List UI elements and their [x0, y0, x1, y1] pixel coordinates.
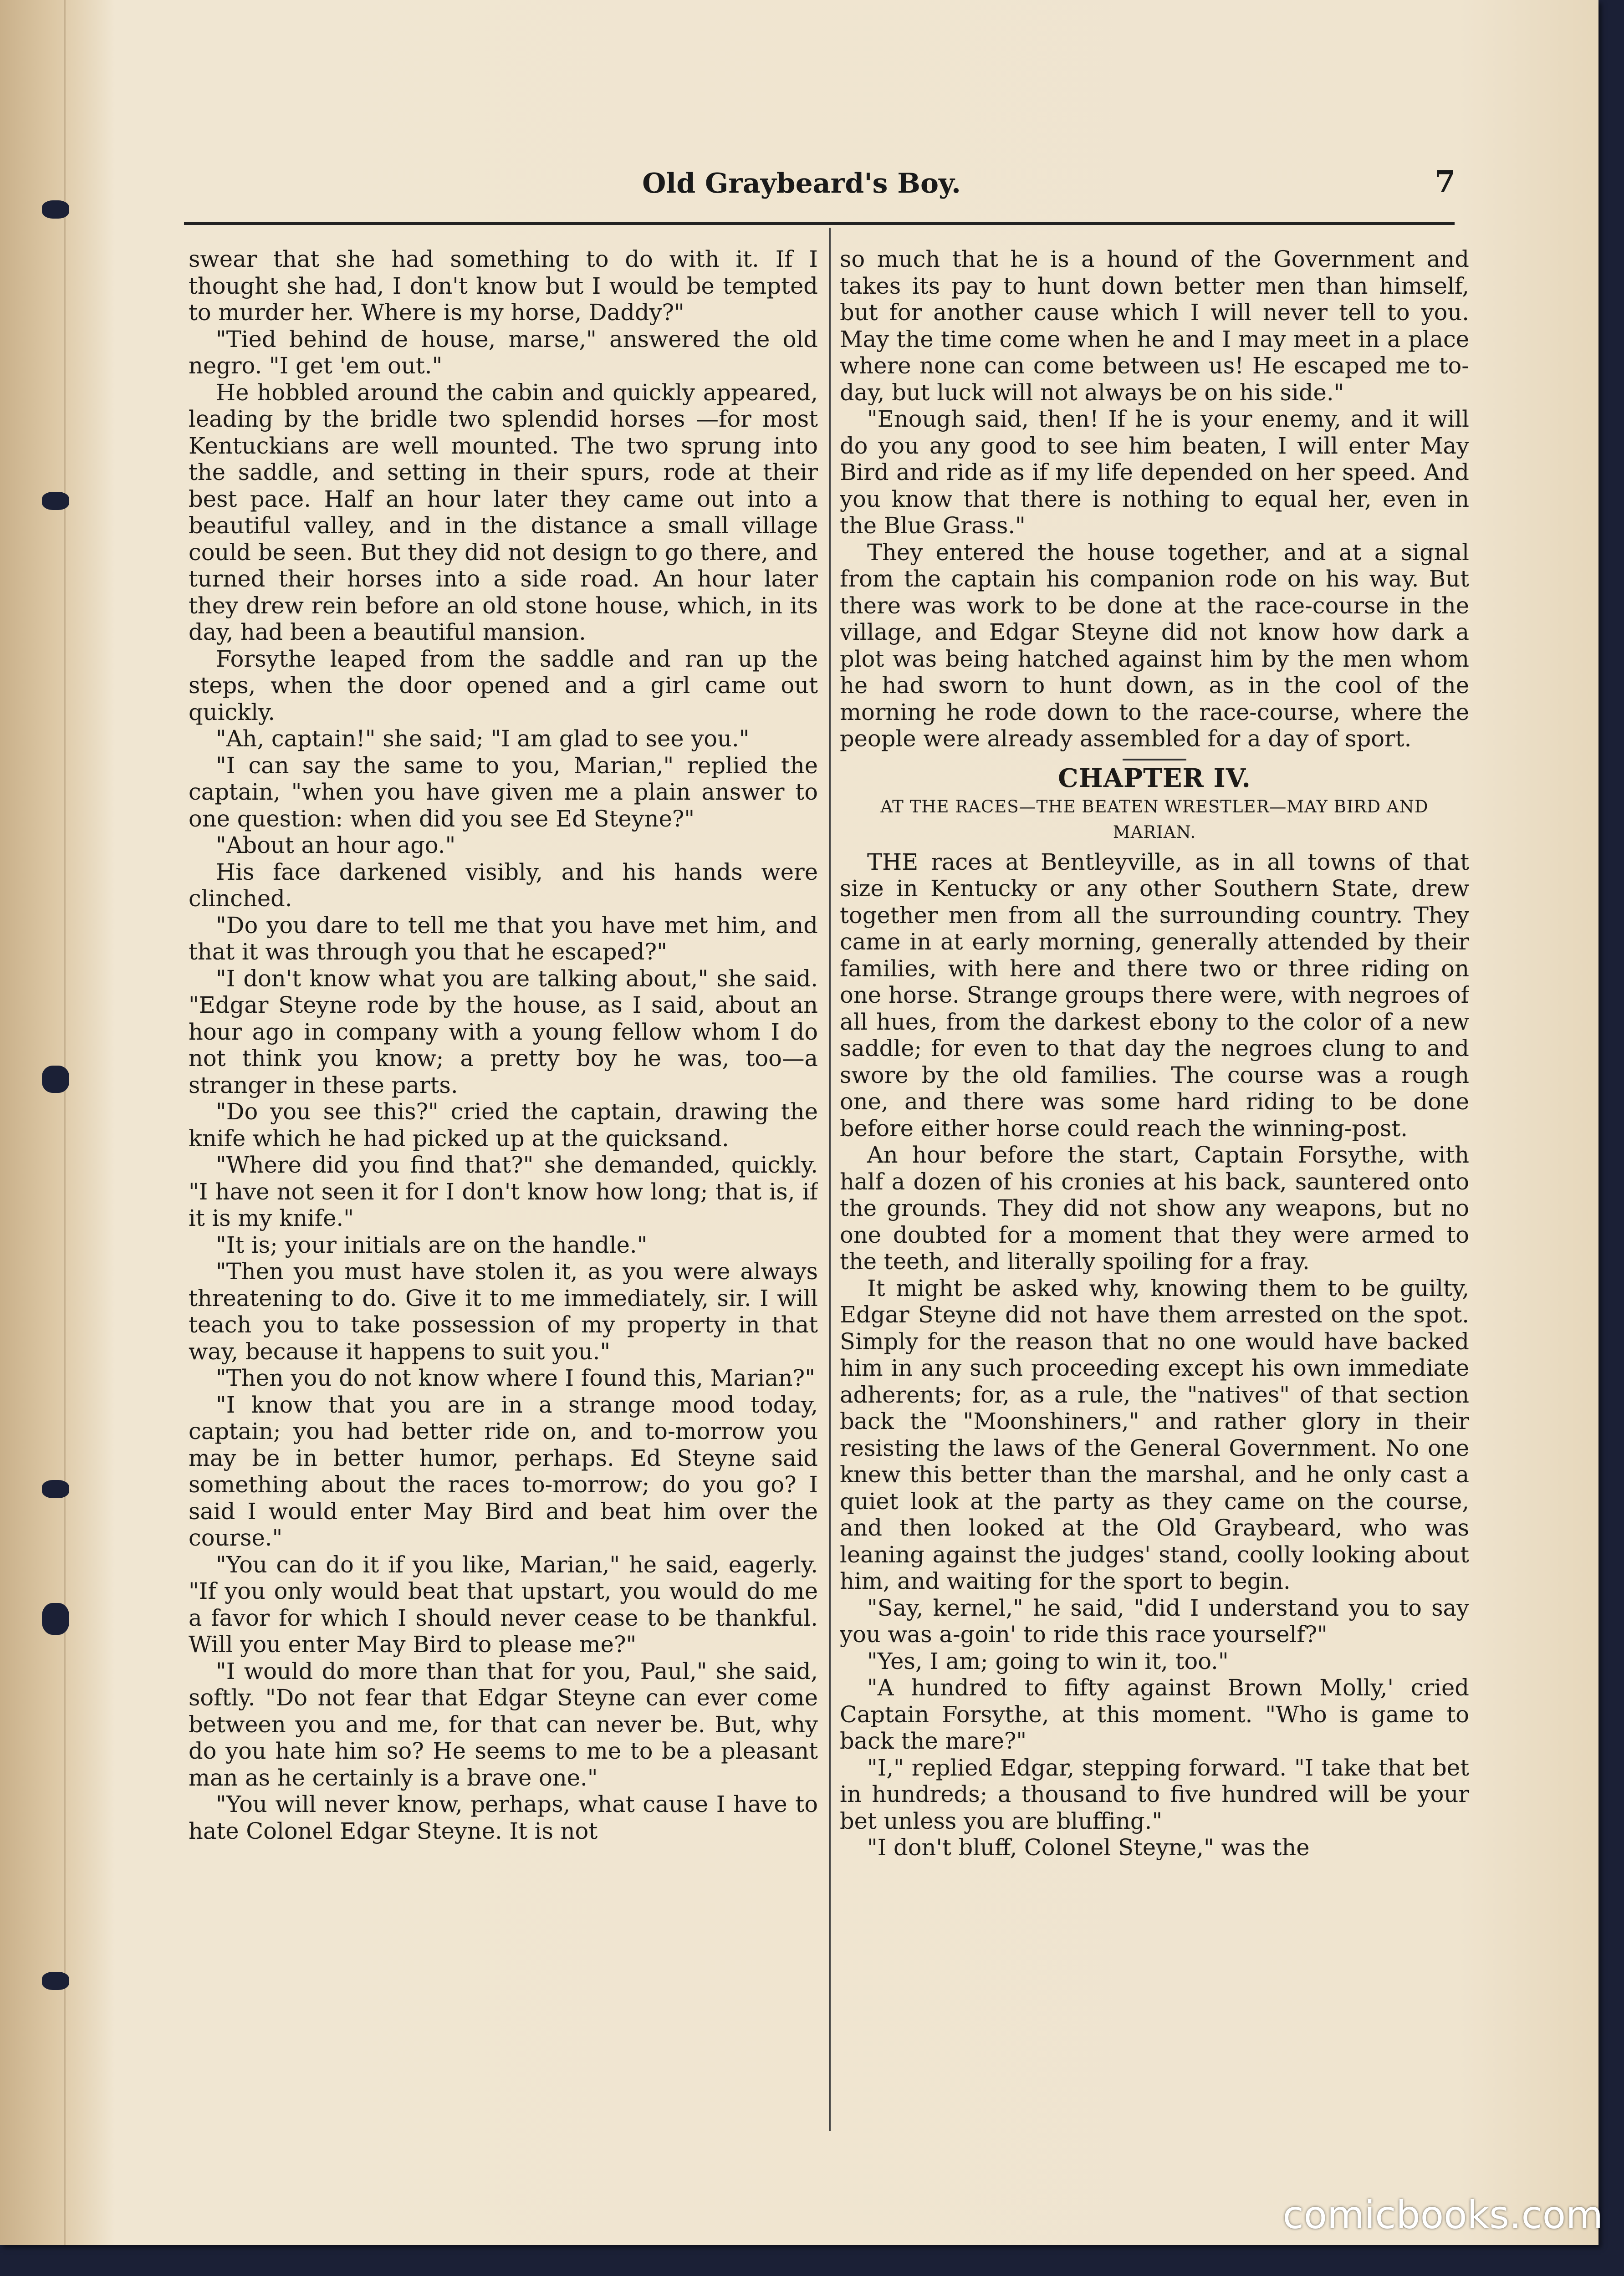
paragraph: "Say, kernel," he said, "did I understand you to say you was a-goin' to ride this race yourself?" — [840, 1594, 1469, 1648]
binding-hole — [42, 1480, 69, 1498]
paragraph: They entered the house together, and at a signal from the captain his companion rode on his way. But there was work to be done at the race-course in the village, and Edgar Steyne did not know how dark a plot was being hatched against him by the men whom he had sworn to hunt down, as in the cool of the morning he rode down to the race-course, where the people were already assembled for a day of sport. — [840, 539, 1469, 752]
right-column-paragraphs-after — [840, 849, 1469, 1861]
paragraph: "Ah, captain!" she said; "I am glad to see you." — [216, 725, 750, 752]
paragraph: An hour before the start, Captain Forsythe, with half a dozen of his cronies at his back, sauntered onto the grounds. They did not show any weapons, but no one doubted for a moment that they were armed to the teeth, and literally spoiling for a fray. — [840, 1142, 1469, 1275]
right-text-column — [840, 246, 1469, 2140]
paragraph: "Where did you find that?" she demanded, quickly. "I have not seen it for I don't know how long; that is, if it is my knife." — [189, 1152, 818, 1231]
paragraph: "It is; your initials are on the handle." — [216, 1231, 648, 1258]
paragraph: "About an hour ago." — [216, 832, 456, 858]
page-number: 7 — [1435, 164, 1455, 199]
paragraph: so much that he is a hound of the Government and takes its pay to hunt down better men than himself, but for another cause which I will never tell to you. May the time come when he and I may meet in a place where none can come between us! He escaped me to-day, but luck will not always be on his side." — [840, 246, 1469, 406]
paragraph: "Then you must have stolen it, as you were always threatening to do. Give it to me immediately, sir. I will teach you to take possession of my property in that way, because it happens to suit you." — [189, 1258, 818, 1365]
paragraph: "I," replied Edgar, stepping forward. "I take that bet in hundreds; a thousand to five hundred will be your bet unless you are bluffing." — [840, 1754, 1469, 1834]
right-column-paragraphs-before — [840, 246, 1469, 752]
paragraph: Forsythe leaped from the saddle and ran up the steps, when the door opened and a girl came out quickly. — [189, 645, 818, 725]
paragraph: It might be asked why, knowing them to be guilty, Edgar Steyne did not have them arrested on the spot. Simply for the reason that no one would have backed him in any such proceeding except his own immediate adherents; for, as a rule, the "natives" of that section back the "Moonshiners," and rather glory in their resisting the laws of the General Government. No one knew this better than the marshal, and he only cast a quiet look at the party as they came on the course, and then looked at the Old Graybeard, who was leaning against the judges' stand, coolly looking about him, and waiting for the sport to begin. — [840, 1275, 1469, 1594]
binding-hole — [42, 1066, 69, 1093]
paragraph: He hobbled around the cabin and quickly appeared, leading by the bridle two splendid horses —for most Kentuckians are well mounted. The two sprung into the saddle, and setting in their spurs, rode at their best pace. Half an hour later they came out into a beautiful valley, and in the distance a small village could be seen. But they did not design to go there, and turned their horses into a side road. An hour later they drew rein before an old stone house, which, in its day, had been a beautiful mansion. — [189, 379, 818, 645]
paragraph: "You will never know, perhaps, what cause I have to hate Colonel Edgar Steyne. It is not — [189, 1791, 818, 1844]
header-rule — [184, 222, 1455, 225]
paragraph: "Enough said, then! If he is your enemy, and it will do you any good to see him beaten, I will enter May Bird and ride as if my life depended on her speed. And you know that there is nothing to equal her, even in the Blue Grass." — [840, 406, 1469, 539]
site-watermark: comicbooks.com — [1282, 2193, 1603, 2237]
binding-hole — [42, 492, 69, 510]
column-divider — [829, 228, 831, 2131]
paragraph: "Tied behind de house, marse," answered the old negro. "I get 'em out." — [189, 326, 818, 379]
binding-hole — [42, 1972, 69, 1990]
paragraph: "Do you dare to tell me that you have met him, and that it was through you that he escaped?" — [189, 912, 818, 965]
binding-fold — [64, 0, 66, 2245]
paragraph: "I would do more than that for you, Paul," she said, softly. "Do not fear that Edgar Steyne can ever come between you and me, for that can never be. But, why do you hate him so? He seems to me to be a pleasant man as he certainly is a brave one." — [189, 1658, 818, 1791]
paragraph: "I can say the same to you, Marian," replied the captain, "when you have given me a plain answer to one question: when did you see Ed Steyne?" — [189, 752, 818, 832]
chapter-rule — [1123, 759, 1186, 760]
chapter-heading: CHAPTER IV. — [1058, 763, 1251, 793]
paragraph: THE races at Bentleyville, as in all towns of that size in Kentucky or any other Southern State, drew together men from all the surrounding country. They came in at early morning, generally attended by their families, with here and there two or three riding on one horse. Strange groups there were, with negroes of all hues, from the darkest ebony to the color of a new saddle; for even to that day the negroes clung to and swore by the old families. The course was a rough one, and there was some hard riding to be done before either horse could reach the winning-post. — [840, 848, 1469, 1142]
paragraph: "I don't bluff, Colonel Steyne," was the — [867, 1834, 1310, 1861]
left-text-column — [189, 246, 818, 2140]
paragraph: "A hundred to fifty against Brown Molly,' cried Captain Forsythe, at this moment. "Who is game to back the mare?" — [840, 1674, 1469, 1754]
binding-hole — [42, 200, 69, 219]
paragraph: "I don't know what you are talking about," she said. "Edgar Steyne rode by the house, as I said, about an hour ago in company with a young fellow whom I do not think you know; a pretty boy he was, too—a stranger in these parts. — [189, 965, 818, 1098]
paragraph: His face darkened visibly, and his hands were clinched. — [189, 858, 818, 912]
paragraph: "You can do it if you like, Marian," he said, eagerly. "If you only would beat that upstart, you would do me a favor for which I should never cease to be thankful. Will you enter May Bird to please me?" — [189, 1551, 818, 1658]
paragraph: "Do you see this?" cried the captain, drawing the knife which he had picked up at the quicksand. — [189, 1098, 818, 1152]
chapter-subtitle: AT THE RACES—THE BEATEN WRESTLER—MAY BIRD AND MARIAN. — [880, 796, 1429, 842]
binding-hole — [42, 1603, 69, 1635]
page-edge-stain — [0, 0, 114, 2245]
paragraph: "Yes, I am; going to win it, too." — [867, 1648, 1229, 1674]
running-head-title: Old Graybeard's Boy. — [642, 168, 961, 199]
paragraph: "I know that you are in a strange mood today, captain; you had better ride on, and to-morrow you may be in better humor, perhaps. Ed Steyne said something about the races to-morrow; do you go? I said I would enter May Bird and beat him over the course." — [189, 1391, 818, 1551]
paragraph: swear that she had something to do with it. If I thought she had, I don't know but I would be tempted to murder her. Where is my horse, Daddy?" — [189, 246, 818, 326]
paragraph: "Then you do not know where I found this, Marian?" — [216, 1365, 815, 1391]
